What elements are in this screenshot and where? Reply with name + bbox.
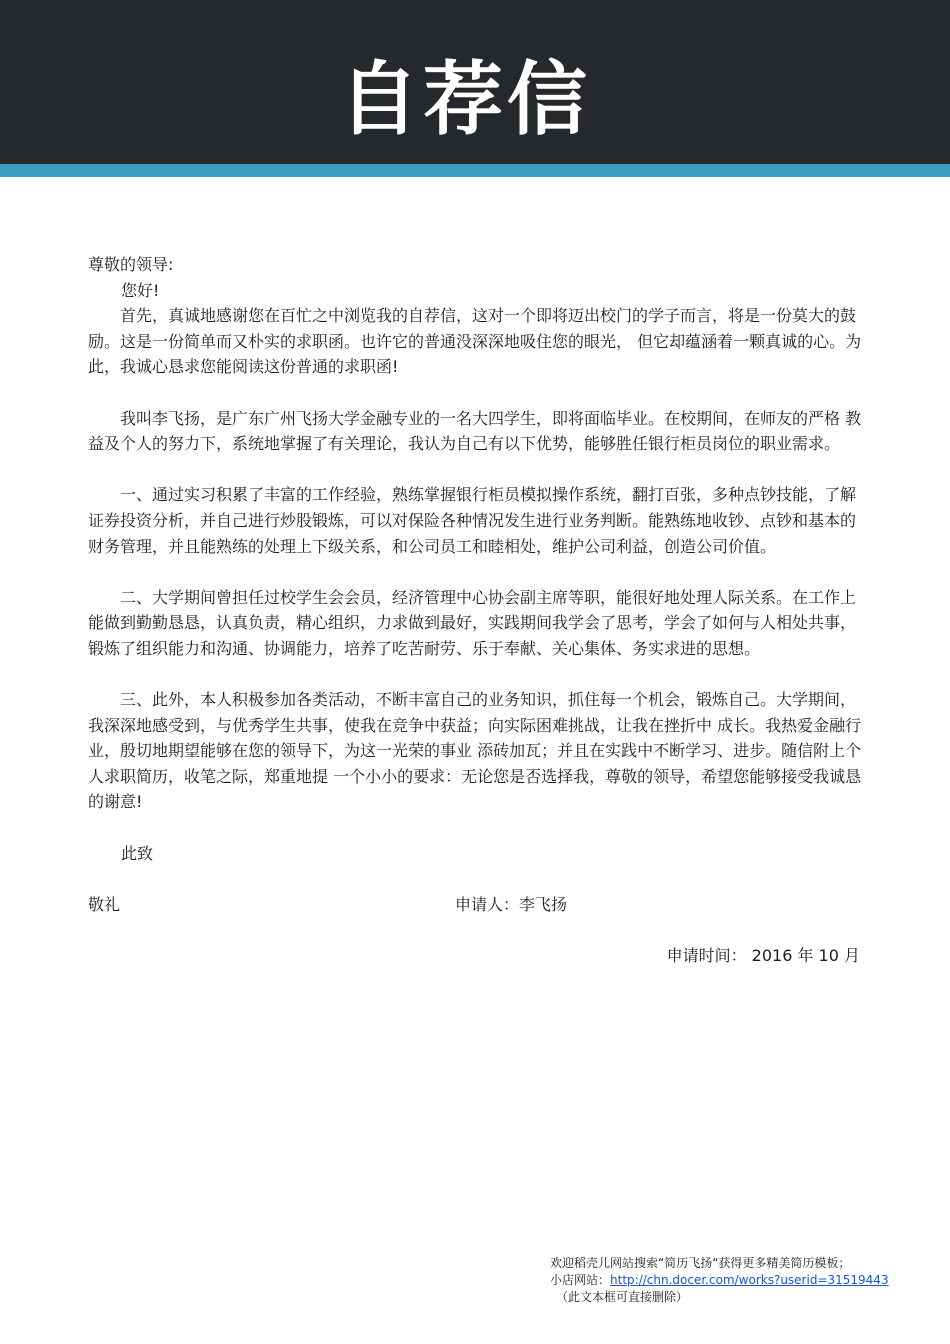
letter-salutation: 尊敬的领导: (88, 255, 174, 274)
footer-shop-label: 小店网站： (550, 1273, 611, 1287)
footer-line-search: 欢迎稻壳儿网站搜索“简历飞扬“获得更多精美简历模板； (550, 1256, 851, 1270)
footer-note (550, 1255, 910, 1306)
letter-body (88, 252, 868, 969)
letter-closing-li: 敬礼 (88, 894, 121, 914)
letter-greeting: 您好! (121, 280, 160, 300)
letter-paragraph-strength-1: 一、通过实习积累了丰富的工作经验，熟练掌握银行柜员模拟操作系统，翻打百张，多种点钞技能，了解证券投资分析，并自己进行炒股锻炼，可以对保险各种情况发生进行业务判断。能熟练地收钞、点钞和基本的财务管理，并且能熟练的处理上下级关系，和公司员工和睦相处，维护公司利益，创造公司价值。 (88, 485, 857, 556)
footer-shop-link[interactable]: http://chn.docer.com/works?userid=31519443 (610, 1273, 889, 1287)
letter-paragraph-strength-3: 三、此外，本人积极参加各类活动，不断丰富自己的业务知识，抓住每一个机会，锻炼自己。大学期间，我深深地感受到，与优秀学生共事，使我在竞争中获益；向实际困难挑战，让我在挫折中 成长。我热爱金融行业，殷切地期望能够在您的领导下，为这一光荣的事业 添砖加瓦；并且在实践中不断学习、进步。随信附上个人求职简历，收笔之际，郑重地提 一个小小的要求：无论您是否选择我，尊敬的领导，希望您能够接受我诚恳的谢意! (88, 690, 862, 812)
page-title: 自荐信 (339, 53, 591, 146)
footer-line-hint: （此文本框可直接删除） (556, 1290, 689, 1304)
application-date: 申请时间： 2016 年 10 月 (666, 946, 860, 966)
footer-line-shop (550, 1272, 910, 1289)
applicant-name: 申请人：李飞扬 (455, 894, 568, 914)
letter-closing-zhi: 此致 (121, 843, 154, 863)
letter-paragraph-self-intro: 我叫李飞扬，是广东广州飞扬大学金融专业的一名大四学生，即将面临毕业。在校期间，在师友的严格 教益及个人的努力下，系统地掌握了有关理论，我认为自己有以下优势，能够胜任银行柜员岗位的职业需求。 (88, 408, 862, 454)
letter-paragraph-intro: 首先，真诚地感谢您在百忙之中浏览我的自荐信，这对一个即将迈出校门的学子而言，将是一份莫大的鼓励。这是一份简单而又朴实的求职函。也许它的普通没深深地吸住您的眼光， 但它却蕴涵着一颗真诚的心。为此，我诚心恳求您能阅读这份普通的求职函! (88, 306, 862, 377)
letter-paragraph-strength-2: 二、大学期间曾担任过校学生会会员，经济管理中心协会副主席等职，能很好地处理人际关系。在工作上能做到勤勤恳恳，认真负责，精心组织，力求做到最好，实践期间我学会了思考，学会了如何与人相处共事，锻炼了组织能力和沟通、协调能力，培养了吃苦耐劳、乐于奉献、关心集体、务实求进的思想。 (88, 587, 857, 658)
closing-row (88, 892, 868, 918)
header-accent-bar (0, 164, 950, 177)
